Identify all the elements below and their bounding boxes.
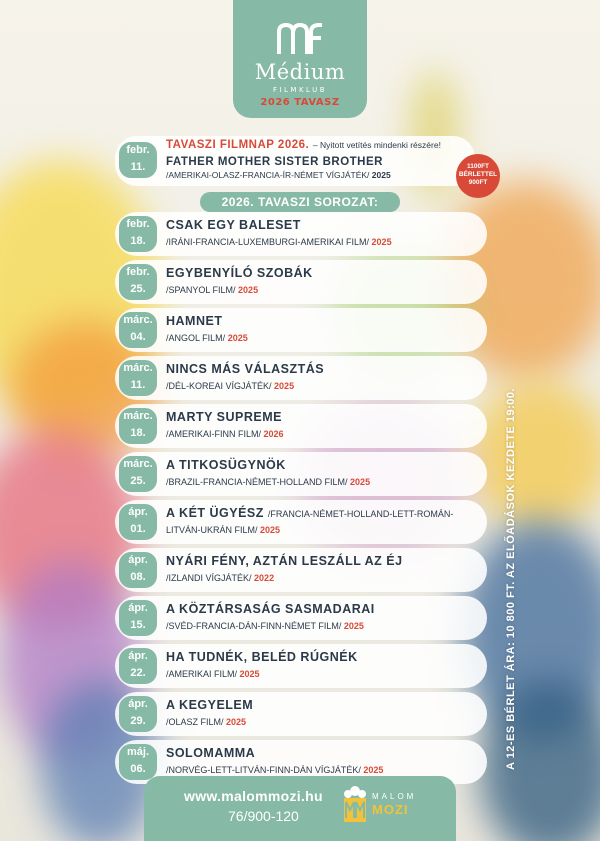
film-origin: LITVÁN-UKRÁN FILM/ bbox=[166, 525, 258, 535]
film-meta bbox=[166, 525, 280, 535]
film-year: 2025 bbox=[274, 381, 295, 391]
film-date bbox=[119, 696, 157, 732]
film-year: 2025 bbox=[226, 717, 247, 727]
film-meta bbox=[166, 429, 284, 439]
film-year: 2025 bbox=[260, 525, 281, 535]
film-title-line bbox=[166, 314, 222, 328]
series-label: 2026. TAVASZI SOROZAT: bbox=[200, 192, 400, 212]
special-meta-text: /AMERIKAI-OLASZ-FRANCIA-ÍR-NÉMET VÍGJÁTÉK/ bbox=[166, 170, 370, 180]
film-date bbox=[119, 456, 157, 492]
film-title: EGYBENYÍLÓ SZOBÁK bbox=[166, 266, 313, 280]
season-label: 2026 TAVASZ bbox=[260, 97, 340, 108]
date-day: 08. bbox=[130, 571, 146, 583]
date-day: 25. bbox=[130, 475, 146, 487]
film-date bbox=[119, 408, 157, 444]
film-meta bbox=[166, 669, 260, 679]
film-date bbox=[119, 216, 157, 252]
date-month: márc. bbox=[123, 314, 153, 326]
film-origin: /NORVÉG-LETT-LITVÁN-FINN-DÁN VÍGJÁTÉK/ bbox=[166, 765, 361, 775]
film-date bbox=[119, 552, 157, 588]
film-year: 2026 bbox=[263, 429, 284, 439]
film-title: NYÁRI FÉNY, AZTÁN LESZÁLL AZ ÉJ bbox=[166, 554, 403, 568]
film-origin: /DÉL-KOREAI VÍGJÁTÉK/ bbox=[166, 381, 272, 391]
film-year: 2025 bbox=[227, 333, 248, 343]
film-meta bbox=[166, 621, 364, 631]
film-title: A KÖZTÁRSASÁG SASMADARAI bbox=[166, 602, 375, 616]
film-year: 2025 bbox=[371, 237, 392, 247]
date-day: 22. bbox=[130, 667, 146, 679]
film-origin: /AMERIKAI FILM/ bbox=[166, 669, 238, 679]
price-badge bbox=[456, 154, 500, 198]
date-month: márc. bbox=[123, 458, 153, 470]
date-month: ápr. bbox=[128, 506, 148, 518]
date-month: ápr. bbox=[128, 698, 148, 710]
film-title: HAMNET bbox=[166, 314, 223, 328]
brand-name: Médium bbox=[254, 60, 346, 84]
date-month: márc. bbox=[123, 410, 153, 422]
film-title: A KEGYELEM bbox=[166, 698, 254, 712]
film-origin: /SPANYOL FILM/ bbox=[166, 285, 236, 295]
date-month: ápr. bbox=[128, 602, 148, 614]
special-film-meta bbox=[166, 170, 391, 180]
date-month: ápr. bbox=[128, 554, 148, 566]
film-year: 2022 bbox=[254, 573, 275, 583]
film-title: SOLOMAMMA bbox=[166, 746, 256, 760]
film-origin: /SVÉD-FRANCIA-DÁN-FINN-NÉMET FILM/ bbox=[166, 621, 342, 631]
special-note: – Nyitott vetítés mindenki részére! bbox=[312, 140, 441, 150]
film-origin: /BRAZIL-FRANCIA-NÉMET-HOLLAND FILM/ bbox=[166, 477, 348, 487]
date-month: febr. bbox=[126, 144, 150, 156]
date-month: ápr. bbox=[128, 650, 148, 662]
film-meta bbox=[166, 285, 258, 295]
film-title: CSAK EGY BALESET bbox=[166, 218, 301, 232]
special-year: 2025 bbox=[371, 170, 391, 180]
film-year: 2025 bbox=[343, 621, 364, 631]
film-title-line bbox=[166, 362, 324, 376]
film-date bbox=[119, 744, 157, 780]
film-title-line bbox=[166, 554, 403, 568]
film-date bbox=[119, 360, 157, 396]
date-month: febr. bbox=[126, 266, 150, 278]
film-meta bbox=[166, 381, 294, 391]
film-title: A TITKOSÜGYNÖK bbox=[166, 458, 286, 472]
special-date bbox=[119, 142, 157, 178]
film-year: 2025 bbox=[363, 765, 384, 775]
film-meta-inline: /FRANCIA-NÉMET-HOLLAND-LETT-ROMÁN- bbox=[267, 509, 454, 519]
price-line-3: 900FT bbox=[468, 179, 488, 186]
price-line-2: BÉRLETTEL bbox=[458, 171, 498, 178]
film-origin: /IRÁNI-FRANCIA-LUXEMBURGI-AMERIKAI FILM/ bbox=[166, 237, 370, 247]
film-date bbox=[119, 648, 157, 684]
film-title: NINCS MÁS VÁLASZTÁS bbox=[166, 362, 325, 376]
film-title-line bbox=[166, 746, 255, 760]
film-title: MARTY SUPREME bbox=[166, 410, 283, 424]
film-date bbox=[119, 504, 157, 540]
film-origin: /ANGOL FILM/ bbox=[166, 333, 226, 343]
film-title-line bbox=[166, 506, 453, 520]
film-year: 2025 bbox=[239, 669, 260, 679]
film-title-line bbox=[166, 458, 286, 472]
film-title: HA TUDNÉK, BELÉD RÚGNÉK bbox=[166, 650, 358, 664]
medium-logo-icon bbox=[275, 22, 325, 56]
film-year: 2025 bbox=[350, 477, 371, 487]
special-event-title bbox=[166, 139, 441, 151]
website-link[interactable]: www.malommozi.hu bbox=[184, 788, 323, 804]
footer bbox=[144, 776, 456, 841]
date-day: 11. bbox=[130, 161, 146, 173]
film-origin: /IZLANDI VÍGJÁTÉK/ bbox=[166, 573, 252, 583]
malom-mozi-logo-icon bbox=[342, 784, 368, 824]
film-origin: /OLASZ FILM/ bbox=[166, 717, 224, 727]
film-date bbox=[119, 312, 157, 348]
film-meta bbox=[166, 717, 246, 727]
price-line-1: 1100FT bbox=[466, 163, 490, 170]
film-date bbox=[119, 600, 157, 636]
special-event: TAVASZI FILMNAP 2026. bbox=[166, 139, 310, 151]
film-meta bbox=[166, 477, 370, 487]
film-origin: /AMERIKAI-FINN FILM/ bbox=[166, 429, 262, 439]
film-meta bbox=[166, 333, 248, 343]
film-year: 2025 bbox=[238, 285, 259, 295]
film-meta bbox=[166, 765, 383, 775]
film-title-line bbox=[166, 266, 313, 280]
season-ticket-note: A 12-ES BÉRLET ÁRA: 10 800 FT. AZ ELŐADÁSOK KEZDETE 19:00. bbox=[505, 387, 517, 770]
date-month: máj. bbox=[126, 746, 149, 758]
film-title-line bbox=[166, 650, 358, 664]
logo-text-malom: MALOM bbox=[372, 792, 417, 801]
film-meta bbox=[166, 573, 274, 583]
logo-text-mozi: MOZI bbox=[372, 802, 409, 817]
date-month: márc. bbox=[123, 362, 153, 374]
film-date bbox=[119, 264, 157, 300]
date-day: 04. bbox=[130, 331, 146, 343]
phone-number: 76/900-120 bbox=[228, 808, 299, 824]
date-day: 29. bbox=[130, 715, 146, 727]
brand-header bbox=[233, 0, 367, 118]
film-title: A KÉT ÜGYÉSZ bbox=[166, 506, 264, 520]
date-month: febr. bbox=[126, 218, 150, 230]
film-title-line bbox=[166, 410, 282, 424]
film-title-line bbox=[166, 218, 301, 232]
date-day: 18. bbox=[130, 427, 146, 439]
date-day: 18. bbox=[130, 235, 146, 247]
film-meta bbox=[166, 237, 392, 247]
special-film-title: FATHER MOTHER SISTER BROTHER bbox=[166, 156, 383, 168]
date-day: 25. bbox=[130, 283, 146, 295]
date-day: 11. bbox=[130, 379, 146, 391]
film-title-line bbox=[166, 602, 375, 616]
brand-subtitle: FILMKLUB bbox=[272, 86, 328, 94]
date-day: 15. bbox=[130, 619, 146, 631]
film-title-line bbox=[166, 698, 253, 712]
date-day: 06. bbox=[130, 763, 146, 775]
date-day: 01. bbox=[130, 523, 146, 535]
